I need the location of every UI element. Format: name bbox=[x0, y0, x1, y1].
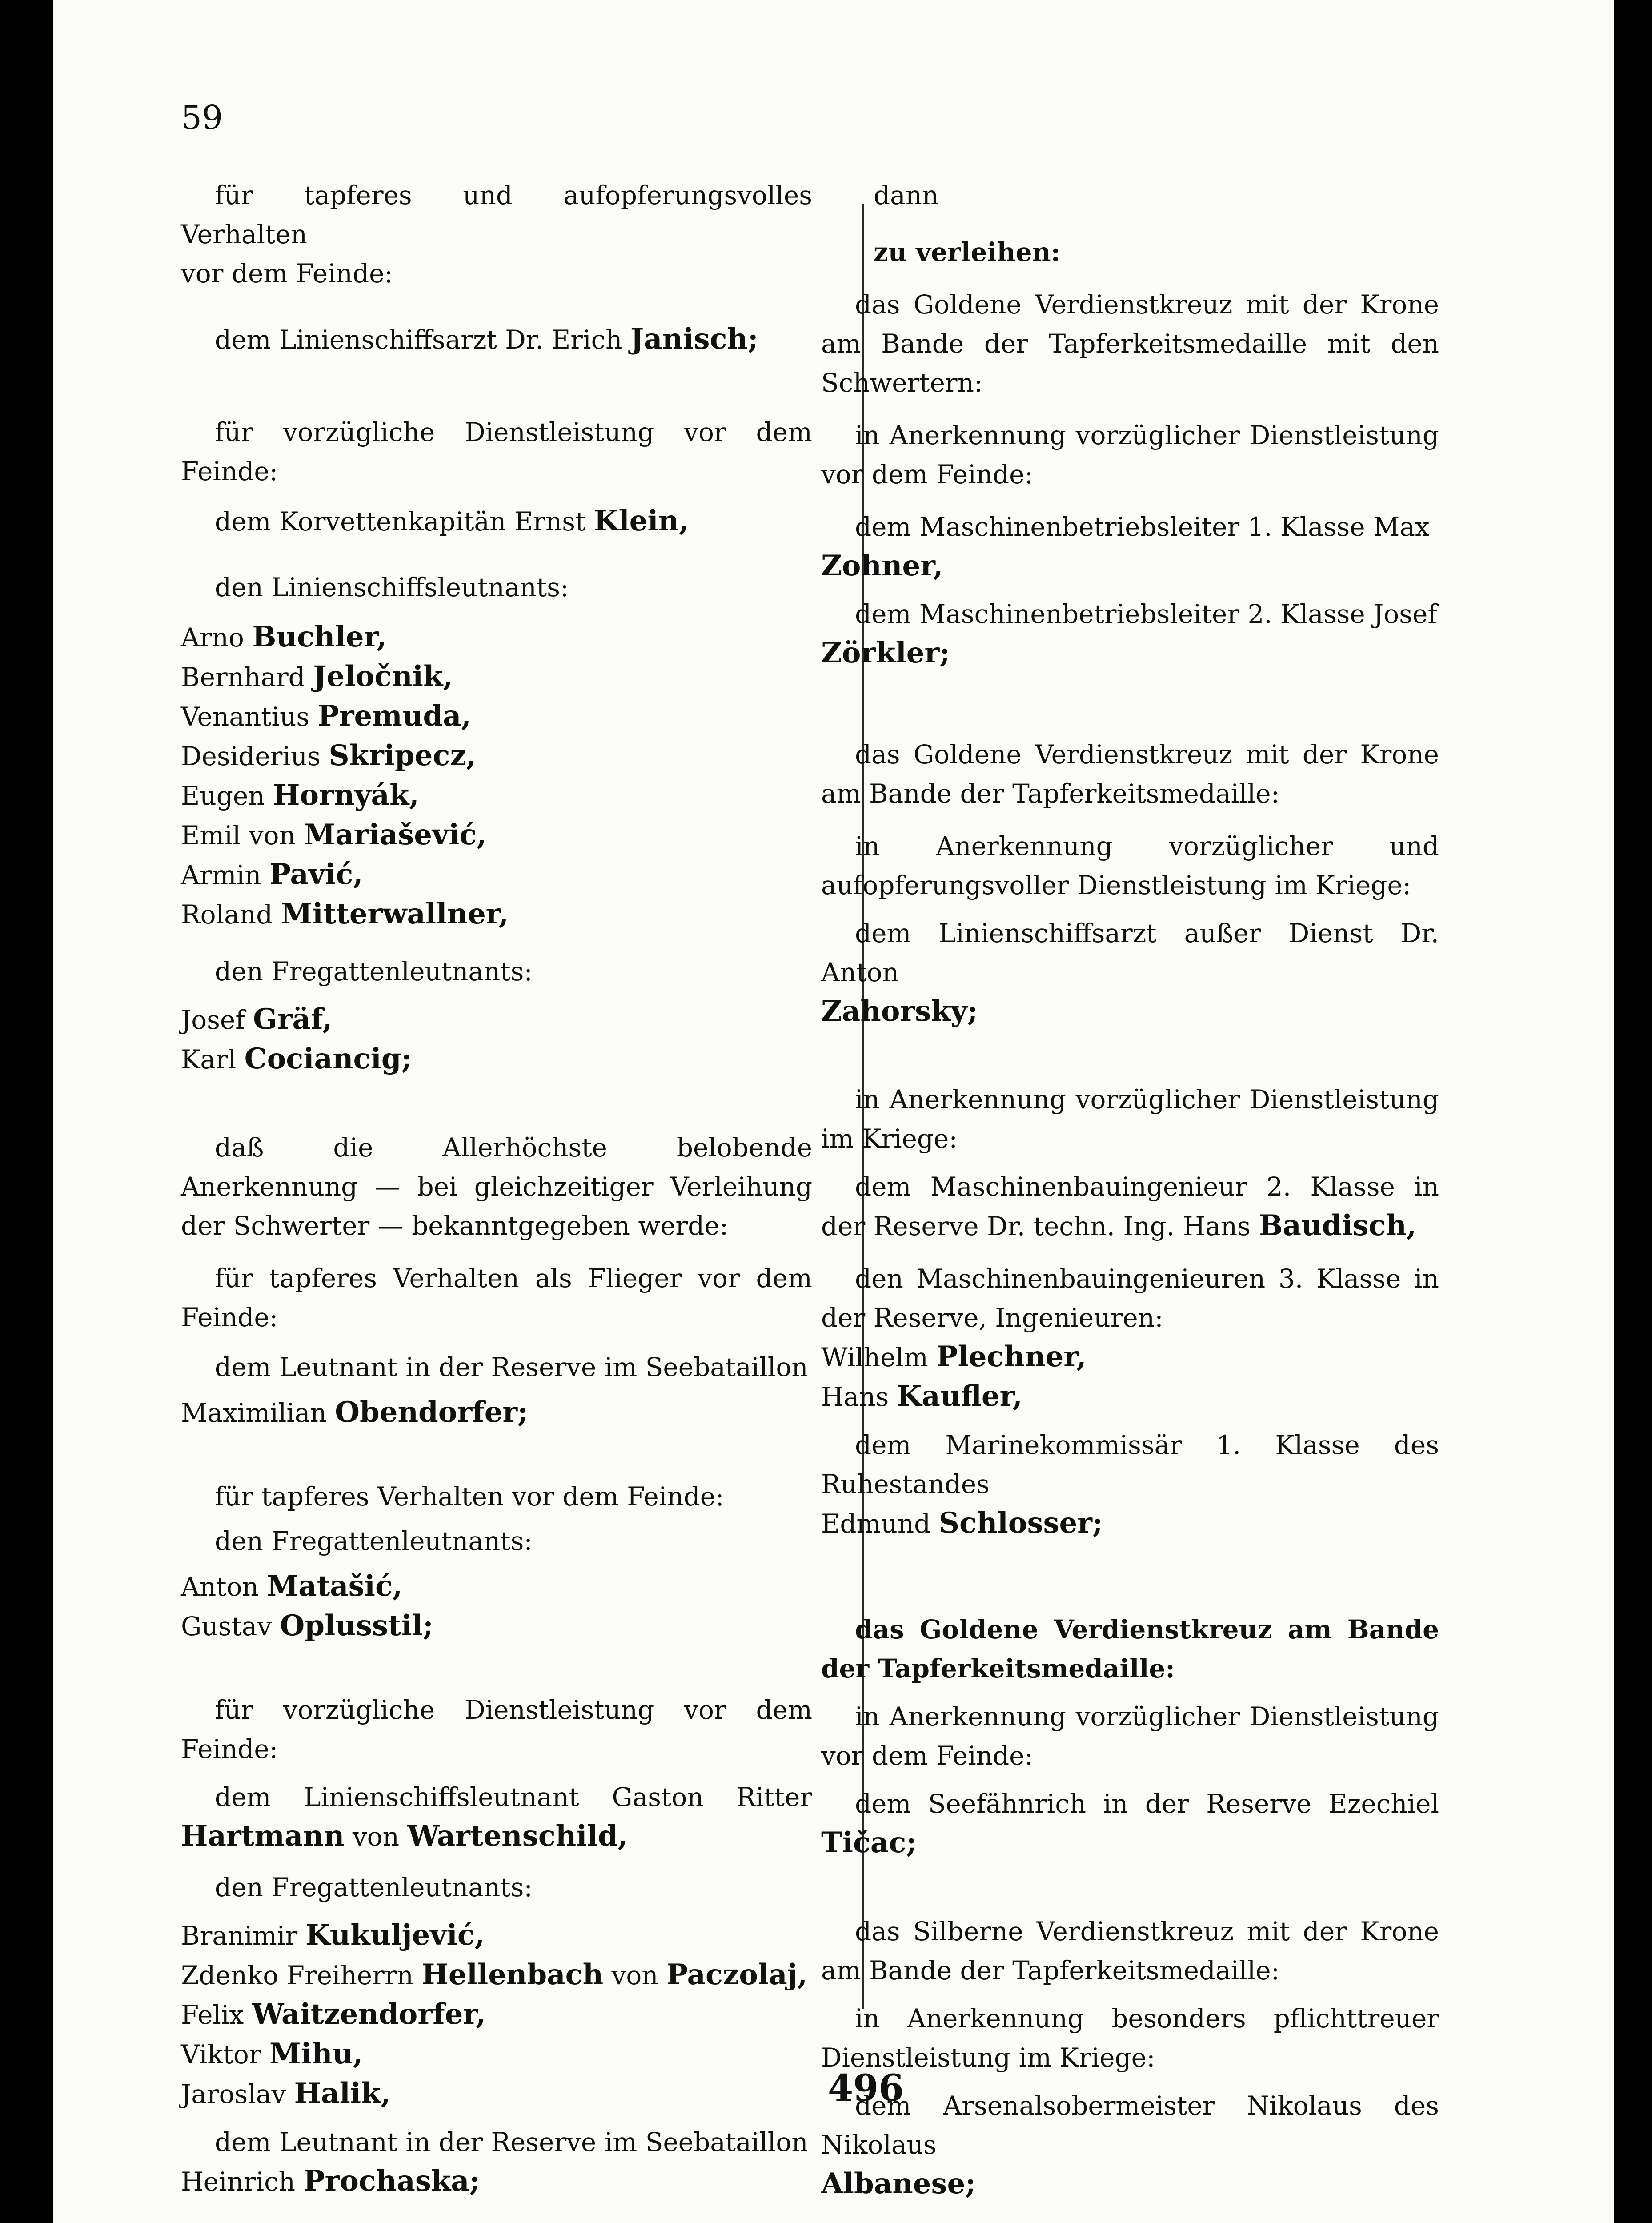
spacer bbox=[181, 1337, 812, 1348]
text: Maximilian bbox=[181, 1398, 335, 1428]
first-name: Armin bbox=[181, 860, 261, 890]
spacer bbox=[821, 1416, 1439, 1425]
text: von bbox=[344, 1822, 408, 1852]
surname: Plechner, bbox=[936, 1340, 1087, 1373]
right-text: dem Marinekommissär 1. Klasse des Ruhestandes bbox=[821, 1430, 1439, 1499]
list-item bbox=[181, 1567, 812, 1606]
surname: Hornyák, bbox=[273, 778, 419, 812]
right-text: das Goldene Verdienstkreuz mit der Krone am Bande der Tapferkeitsmedaille: bbox=[821, 739, 1439, 809]
spacer bbox=[821, 813, 1439, 827]
surname: Schlosser; bbox=[938, 1506, 1103, 1540]
spacer bbox=[181, 1769, 812, 1778]
text: dem Seefähnrich in der Reserve Ezechiel bbox=[855, 1789, 1439, 1819]
spacer bbox=[821, 1990, 1439, 1999]
spacer bbox=[821, 272, 1439, 285]
name-list bbox=[181, 618, 812, 934]
list-item bbox=[181, 736, 812, 776]
spacer bbox=[821, 1863, 1439, 1912]
right-text: dem Linienschiffsarzt außer Dienst Dr. Anton bbox=[821, 918, 1439, 987]
right-text: in Anerkennung vorzüglicher Dienstleistung vor dem Feinde: bbox=[821, 1701, 1439, 1771]
spacer bbox=[821, 673, 1439, 735]
first-name: Felix bbox=[181, 2000, 244, 2030]
right-text: den Maschinenbauingenieuren 3. Klasse in der Reserve, Ingenieuren: bbox=[821, 1264, 1439, 1333]
first-name: Emil von bbox=[181, 820, 296, 851]
right-text: dann bbox=[874, 180, 939, 210]
list-item bbox=[181, 855, 812, 895]
spacer bbox=[181, 293, 812, 320]
name-list bbox=[181, 1916, 812, 2114]
spacer bbox=[821, 1543, 1439, 1610]
surname: Klein, bbox=[593, 504, 689, 538]
first-name: Wilhelm bbox=[821, 1342, 928, 1372]
first-name: Hans bbox=[821, 1382, 889, 1412]
right-text bbox=[821, 1167, 1439, 1246]
right-text bbox=[821, 1610, 1439, 1688]
surname: Janisch; bbox=[630, 322, 758, 356]
list-item bbox=[181, 1000, 812, 1039]
spacer bbox=[821, 1031, 1439, 1080]
spacer bbox=[181, 607, 812, 618]
text: dem Maschinenbauingenieur 2. Klasse in der Reserve Dr. techn. Ing. Hans bbox=[821, 1172, 1439, 1241]
list-item bbox=[181, 657, 812, 697]
list-item bbox=[181, 1995, 812, 2034]
first-name: Zdenko Freiherrn bbox=[181, 1960, 413, 1990]
left-text bbox=[181, 1393, 812, 1433]
surname: Albanese; bbox=[821, 2167, 976, 2200]
spacer bbox=[181, 1646, 812, 1690]
left-text bbox=[181, 320, 812, 359]
surname: Tičac; bbox=[821, 1826, 917, 1859]
surname: Kaufler, bbox=[897, 1380, 1022, 1413]
right-text: dem Maschinenbetriebsleiter 2. Klasse Josef bbox=[855, 599, 1437, 629]
spacer bbox=[821, 494, 1439, 507]
right-text: in Anerkennung vorzüglicher Dienstleistung vor dem Feinde: bbox=[821, 420, 1439, 490]
list-item bbox=[181, 895, 812, 934]
first-name: Venantius bbox=[181, 702, 310, 732]
first-name: Desiderius bbox=[181, 741, 321, 771]
left-text: den Linienschiffsleutnants: bbox=[215, 572, 569, 602]
right-text bbox=[821, 1504, 1439, 1543]
left-text: für tapferes Verhalten als Flieger vor dem Feinde: bbox=[181, 1263, 812, 1332]
spacer bbox=[821, 586, 1439, 594]
text: dem Linienschiffsarzt Dr. Erich bbox=[215, 325, 630, 355]
left-text: dem Leutnant in der Reserve im Seebataillon bbox=[215, 1352, 808, 1382]
surname: Baudisch, bbox=[1259, 1209, 1417, 1242]
surname: Hartmann bbox=[181, 1819, 345, 1853]
list-item bbox=[181, 2074, 812, 2114]
left-text: für tapferes Verhalten vor dem Feinde: bbox=[215, 1481, 724, 1512]
right-text: in Anerkennung besonders pflichttreuer Dienstleistung im Kriege: bbox=[821, 2003, 1439, 2073]
first-name: Branimir bbox=[181, 1921, 298, 1951]
first-name: Arno bbox=[181, 622, 244, 653]
spacer bbox=[181, 359, 812, 413]
surname: Premuda, bbox=[317, 699, 471, 733]
right-text: in Anerkennung vorzüglicher Dienstleistung im Kriege: bbox=[821, 1084, 1439, 1154]
text: Heinrich bbox=[181, 2167, 304, 2197]
spacer bbox=[821, 2077, 1439, 2086]
right-text bbox=[821, 233, 1439, 272]
spacer bbox=[821, 1775, 1439, 1784]
name-list bbox=[821, 1337, 1439, 1416]
text: von bbox=[603, 1960, 667, 1990]
list-item bbox=[181, 2034, 812, 2074]
list-item bbox=[181, 1606, 812, 1646]
surname: Obendorfer; bbox=[335, 1396, 528, 1429]
first-name: Eugen bbox=[181, 781, 265, 811]
surname: Zörkler; bbox=[821, 636, 950, 670]
text: dem Linienschiffsleutnant Gaston Ritter bbox=[215, 1782, 812, 1812]
surname: Waitzendorfer, bbox=[252, 1998, 486, 2031]
first-name: Anton bbox=[181, 1572, 259, 1602]
spacer bbox=[181, 1856, 812, 1868]
spacer bbox=[181, 2114, 812, 2123]
left-text: für vorzügliche Dienstleistung vor dem Feinde: bbox=[181, 1695, 812, 1764]
first-name: Gustav bbox=[181, 1611, 272, 1641]
first-name: Jaroslav bbox=[181, 2079, 286, 2109]
spacer bbox=[821, 215, 1439, 233]
left-column bbox=[181, 176, 812, 2201]
spacer bbox=[181, 1907, 812, 1916]
spacer bbox=[181, 1245, 812, 1259]
spacer bbox=[181, 1561, 812, 1567]
surname: Cociancig; bbox=[244, 1042, 412, 1075]
first-name: Karl bbox=[181, 1044, 237, 1075]
surname: Gräf, bbox=[253, 1003, 333, 1036]
left-text bbox=[181, 502, 812, 541]
document-page bbox=[53, 0, 1614, 2223]
name-list bbox=[181, 1567, 812, 1646]
first-name: Viktor bbox=[181, 2039, 261, 2070]
first-name: Josef bbox=[181, 1005, 245, 1035]
surname: Mihu, bbox=[269, 2037, 363, 2071]
list-item bbox=[181, 618, 812, 657]
list-item bbox=[821, 1377, 1439, 1416]
heading: das Goldene Verdienstkreuz am Bande der Tapferkeitsmedaille: bbox=[821, 1614, 1439, 1684]
surname: Jeločnik, bbox=[313, 660, 453, 693]
left-text: dem Leutnant in der Reserve im Seebataillon bbox=[215, 2127, 808, 2157]
list-item bbox=[821, 1337, 1439, 1377]
heading: zu verleihen: bbox=[874, 237, 1061, 267]
text: dem Korvettenkapitän Ernst bbox=[215, 506, 594, 537]
spacer bbox=[821, 1158, 1439, 1167]
spacer bbox=[181, 991, 812, 1000]
right-text: das Goldene Verdienstkreuz mit der Krone am Bande der Tapferkeitsmedaille mit den Schwertern: bbox=[821, 289, 1439, 398]
surname: Mariašević, bbox=[304, 818, 487, 851]
spacer bbox=[821, 402, 1439, 416]
left-text bbox=[181, 1778, 812, 1856]
left-text: den Fregattenleutnants: bbox=[215, 1872, 533, 1902]
right-text bbox=[821, 1784, 1439, 1863]
text: Edmund bbox=[821, 1509, 939, 1539]
spacer bbox=[821, 1246, 1439, 1259]
spacer bbox=[181, 1433, 812, 1477]
surname: Zohner, bbox=[821, 549, 943, 582]
surname: Prochaska; bbox=[303, 2164, 480, 2198]
list-item bbox=[181, 1916, 812, 1955]
left-text: für vorzügliche Dienstleistung vor dem Feinde: bbox=[181, 417, 812, 486]
spacer bbox=[181, 491, 812, 502]
surname: Oplusstil; bbox=[280, 1609, 433, 1642]
surname: Hellenbach bbox=[421, 1958, 604, 1991]
spacer bbox=[821, 1688, 1439, 1697]
spacer bbox=[181, 1079, 812, 1128]
left-text: vor dem Feinde: bbox=[181, 258, 393, 289]
page-number: 496 bbox=[828, 2067, 904, 2110]
right-text: in Anerkennung vorzüglicher und aufopferungsvoller Dienstleistung im Kriege: bbox=[821, 831, 1439, 900]
surname: Zahorsky; bbox=[821, 995, 978, 1028]
first-name: Bernhard bbox=[181, 662, 305, 692]
surname: Skripecz, bbox=[329, 739, 477, 772]
left-text: den Fregattenleutnants: bbox=[215, 1526, 533, 1556]
spacer bbox=[181, 541, 812, 568]
list-item bbox=[181, 815, 812, 855]
list-item bbox=[181, 776, 812, 815]
list-item bbox=[181, 1955, 812, 1995]
list-item bbox=[181, 697, 812, 736]
surname: Mitterwallner, bbox=[281, 897, 509, 931]
right-text: das Silberne Verdienstkreuz mit der Krone am Bande der Tapferkeitsmedaille: bbox=[821, 1916, 1439, 1986]
surname: Wartenschild, bbox=[407, 1819, 628, 1853]
surname: Halik, bbox=[294, 2077, 391, 2110]
left-text: daß die Allerhöchste belobende Anerkennung — bei gleichzeitiger Verleihung der Schwerter — bekanntgegeben werde: bbox=[181, 1132, 812, 1241]
right-column bbox=[821, 176, 1439, 2203]
spacer bbox=[181, 934, 812, 952]
right-text: dem Maschinenbetriebsleiter 1. Klasse Max bbox=[855, 512, 1430, 542]
right-text: dem Arsenalsobermeister Nikolaus des Nikolaus bbox=[821, 2091, 1439, 2160]
left-text bbox=[181, 2162, 812, 2201]
surname: Matašić, bbox=[267, 1569, 403, 1603]
left-text: den Fregattenleutnants: bbox=[215, 956, 533, 987]
surname: Buchler, bbox=[252, 620, 387, 654]
name-list bbox=[181, 1000, 812, 1079]
spacer bbox=[821, 905, 1439, 914]
surname: Kukuljević, bbox=[305, 1918, 485, 1952]
list-item bbox=[181, 1039, 812, 1079]
folio-number: 59 bbox=[181, 99, 223, 137]
left-text: für tapferes und aufopferungsvolles Verhalten bbox=[181, 180, 812, 249]
first-name: Roland bbox=[181, 899, 273, 930]
surname: Paczolaj, bbox=[666, 1958, 808, 1991]
surname: Pavić, bbox=[269, 858, 363, 891]
